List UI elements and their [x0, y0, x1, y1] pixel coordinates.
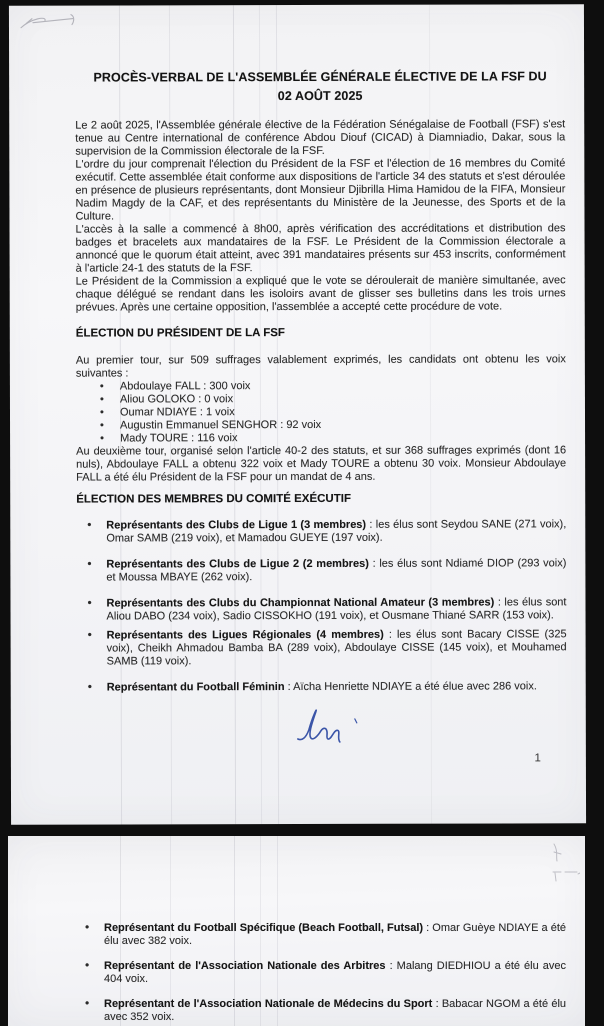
bullet-result-text: : les élus sont Bacary CISSE (325 voix), Cheikh Ahmadou Bamba BA (289 voix), Abdoulaye CISSE (145 voix), et Mouhamed SAMB (119 voix).: [106, 628, 567, 668]
list-item: [76, 518, 566, 545]
bullet-category-label: Représentants des Clubs du Championnat National Amateur (3 membres): [106, 596, 495, 610]
bullet-icon: •: [87, 595, 92, 610]
candidate-result: Augustin Emmanuel SENGHOR : 92 voix: [120, 418, 322, 432]
signature: [292, 700, 372, 754]
list-item: [76, 557, 566, 584]
list-item: [76, 431, 566, 445]
paragraph-agenda: L'ordre du jour comprenait l'élection du Président de la FSF et l'élection de 16 membres du Comité exécutif. Cette assemblée était conforme aux dispositions de l'article 34 des statuts et s'est déroulée en présence de plusieurs représentants, dont Monsieur Djibrilla Hima Hamidou de la FIFA, Monsieur Nadim Magdy de la CAF, et des représentants du Ministère de la Jeunesse, des Sports et de la Culture.: [75, 157, 566, 223]
bullet-icon: •: [100, 419, 104, 432]
bullet-icon: •: [87, 627, 92, 642]
list-item: [74, 922, 566, 948]
candidate-result: Mady TOURE : 116 voix: [120, 432, 238, 445]
bullet-result-text: : Malang DIEDHIOU a été élu avec 404 voix.: [104, 960, 566, 985]
bullet-result-text: : les élus sont Seydou SANE (271 voix), Omar SAMB (219 voix), et Mamadou GUEYE (197 voix).: [106, 518, 567, 545]
first-round-results-list: [76, 379, 566, 445]
bullet-result-text: : les élus sont Aliou DABO (234 voix), Sadio CISSOKHO (191 voix), et Ousmane Thiané SARR (153 voix).: [106, 596, 567, 623]
document-title-line2: 02 AOÛT 2025: [277, 88, 363, 104]
page-number: 1: [534, 752, 541, 765]
list-item: [76, 379, 566, 393]
paragraph-quorum: L'accès à la salle a commencé à 8h00, après vérification des accréditations et distribution des badges et bracelets aux mandataires de la FSF. Le Président de la Commission électorale a annoncé que le quorum était atteint, avec 391 mandataires présents sur 453 inscrits, conformément à l'article 24-1 des statuts de la FSF.: [75, 222, 566, 275]
comite-bullet-list: [76, 518, 566, 694]
bullet-category-label: Représentant du Football Spécifique (Beach Football, Futsal): [104, 922, 424, 934]
document-title: [75, 67, 565, 106]
bullet-icon: •: [100, 432, 104, 445]
list-item: [74, 960, 566, 986]
bullet-result-text: : Babacar NGOM a été élu avec 352 voix.: [104, 998, 567, 1023]
candidate-result: Abdoulaye FALL : 300 voix: [119, 380, 251, 393]
bullet-category-label: Représentants des Clubs de Ligue 1 (3 membres): [106, 518, 367, 532]
bullet-category-label: Représentants des Clubs de Ligue 2 (2 membres): [106, 557, 369, 571]
document-title-line1: PROCÈS-VERBAL DE L'ASSEMBLÉE GÉNÉRALE ÉLECTIVE DE LA FSF DU: [93, 69, 547, 85]
bullet-category-label: Représentant de l'Association Nationale des Arbitres: [104, 960, 386, 972]
bullet-result-text: : les élus sont Ndiamé DIOP (293 voix) et Moussa MBAYE (262 voix).: [106, 557, 567, 584]
signature-paraph-icon: [292, 700, 372, 754]
list-item: [76, 392, 566, 406]
bullet-category-label: Représentants des Ligues Régionales (4 membres): [106, 628, 384, 642]
bullet-category-label: Représentant du Football Féminin: [106, 681, 285, 694]
bullet-icon: •: [99, 393, 104, 406]
section-heading-president: ÉLECTION DU PRÉSIDENT DE LA FSF: [75, 327, 285, 340]
bullet-category-label: Représentant de l'Association Nationale de Médecins du Sport: [104, 998, 433, 1010]
page1-content: [75, 4, 567, 754]
bullet-icon: •: [99, 380, 104, 393]
page2-content: [74, 836, 566, 1024]
paragraph-date-venue: Le 2 août 2025, l'Assemblée générale élective de la Fédération Sénégalaise de Football (FSF) s'est tenue au Centre international de conférence Abdou Diouf (CICAD) à Diamniadio, Dakar, sous la supervision de la Commission électorale de la FSF.: [75, 118, 566, 158]
first-round-intro: Au premier tour, sur 509 suffrages valablement exprimés, les candidats ont obtenu les voix suivantes :: [75, 353, 566, 380]
list-item: [77, 680, 567, 694]
candidate-result: Aliou GOLOKO : 0 voix: [119, 393, 234, 406]
list-item: [76, 418, 566, 432]
list-item: [76, 405, 566, 419]
second-round-paragraph: Au deuxième tour, organisé selon l'article 40-2 des statuts, et sur 368 suffrages exprimés (dont 16 nuls), Abdoulaye FALL a obtenu 322 voix et Mady TOURE a obtenu 30 voix. Monsieur Abdoulaye FALL a été élu Président de la FSF pour un mandat de 4 ans.: [76, 444, 567, 484]
document-page-2: [8, 836, 585, 1026]
candidate-result: Oumar NDIAYE : 1 voix: [119, 406, 235, 419]
bullet-icon: •: [85, 958, 90, 972]
document-page-1: [9, 4, 586, 825]
list-item: [74, 998, 566, 1024]
bullet-icon: •: [87, 679, 92, 694]
intro-paragraphs: [75, 118, 566, 314]
bullet-icon: •: [99, 406, 104, 419]
bullet-icon: •: [85, 996, 90, 1010]
paragraph-vote-procedure: Le Président de la Commission a expliqué que le vote se déroulerait de manière simultanée, avec chaque délégué se rendant dans les isoloirs avant de glisser ses bulletins dans les trois urnes prévues. Après une certaine opposition, l'assemblée a accepté cette procédure de vote.: [75, 274, 566, 314]
list-item: [77, 628, 567, 668]
section-heading-comite: ÉLECTION DES MEMBRES DU COMITÉ EXÉCUTIF: [76, 492, 351, 506]
bullet-result-text: : Aïcha Henriette NDIAYE a été élue avec 286 voix.: [284, 680, 537, 694]
bullet-icon: •: [87, 556, 92, 571]
bullet-icon: •: [85, 920, 90, 934]
bullet-icon: •: [87, 517, 92, 532]
bullet-result-text: : Omar Guèye NDIAYE a été élu avec 382 voix.: [104, 922, 566, 947]
list-item: [76, 596, 566, 623]
